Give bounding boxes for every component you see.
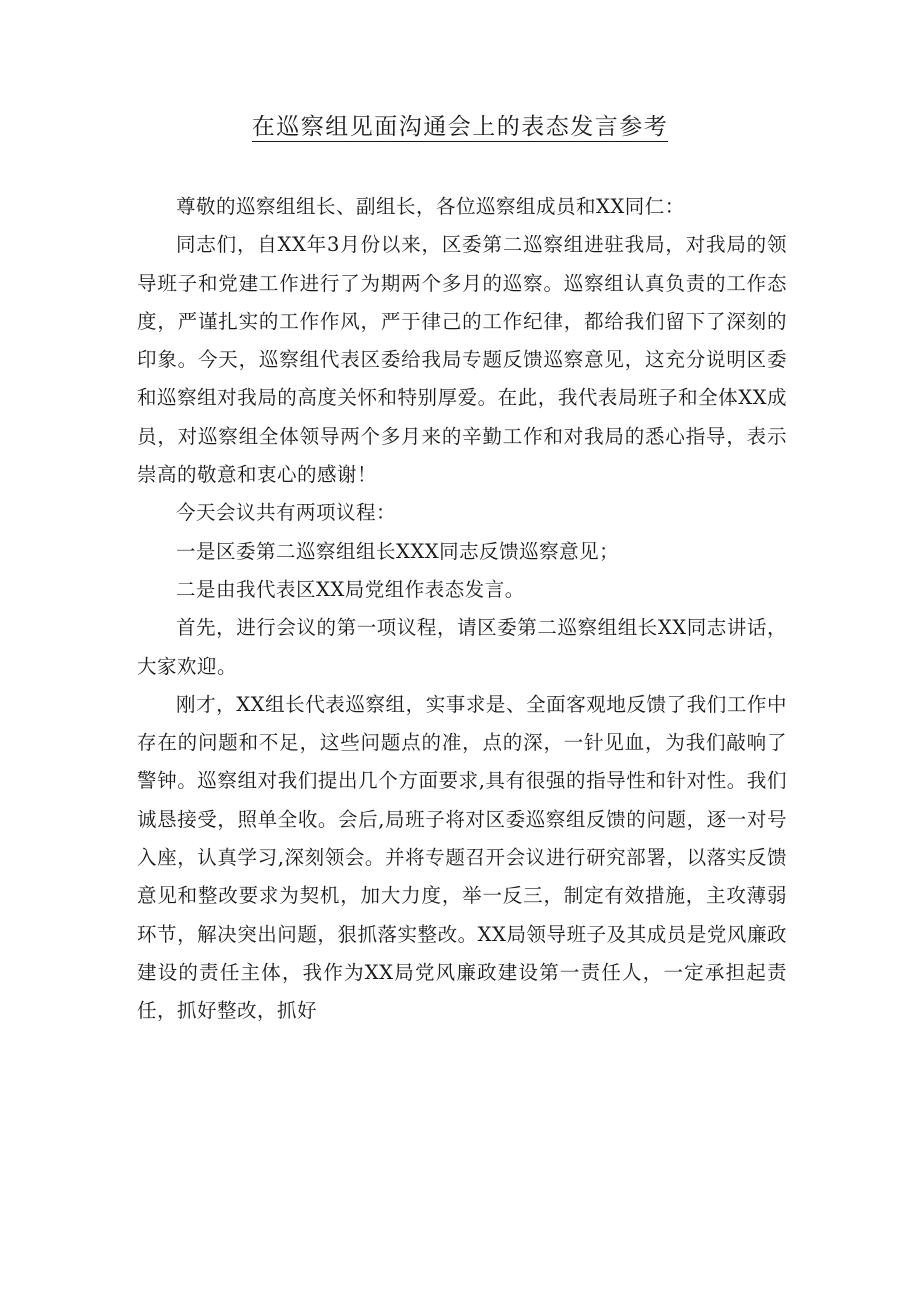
first-agenda-paragraph: 首先，进行会议的第一项议程，请区委第二巡察组组长XX同志讲话，大家欢迎。 xyxy=(137,616,787,678)
response-paragraph: 刚才，XX组长代表巡察组，实事求是、全面客观地反馈了我们工作中存在的问题和不足，这些问题点的准，点的深，一针见血，为我们敲响了警钟。巡察组对我们提出几个方面要求,具有很强的指导性和针对性。我们诚恳接受，照单全收。会后,局班子将对区委巡察组反馈的问题，逐一对号入座，认真学习,深刻领会。并将专题召开会议进行研究部署，以落实反馈意见和整改要求为契机，加大力度，举一反三，制定有效措施，主攻薄弱环节，解决突出问题，狠抓落实整改。XX局领导班子及其成员是党风廉政建设的责任主体，我作为XX局党风廉政建设第一责任人，一定承担起责任，抓好整改，抓好 xyxy=(137,692,787,1023)
agenda-intro-paragraph: 今天会议共有两项议程： xyxy=(176,501,397,525)
opening-paragraph: 同志们，自XX年3月份以来，区委第二巡察组进驻我局，对我局的领导班子和党建工作进行了为期两个多月的巡察。巡察组认真负责的工作态度，严谨扎实的工作作风，严于律己的工作纪律，都给我们留下了深刻的印象。今天，巡察组代表区委给我局专题反馈巡察意见，这充分说明区委和巡察组对我局的高度关怀和特别厚爱。在此，我代表局班子和全体XX成员，对巡察组全体领导两个多月来的辛勤工作和对我局的悉心指导，表示崇高的敬意和衷心的感谢！ xyxy=(137,233,787,487)
document-title xyxy=(0,110,920,144)
document-body xyxy=(137,188,787,1031)
salutation-paragraph: 尊敬的巡察组组长、副组长，各位巡察组成员和XX同仁： xyxy=(176,195,685,218)
document-title-text: 在巡察组见面沟通会上的表态发言参考 xyxy=(251,114,669,140)
agenda-item-one: 一是区委第二巡察组组长XXX同志反馈巡察意见； xyxy=(176,539,620,563)
agenda-item-two: 二是由我代表区XX局党组作表态发言。 xyxy=(176,577,525,601)
